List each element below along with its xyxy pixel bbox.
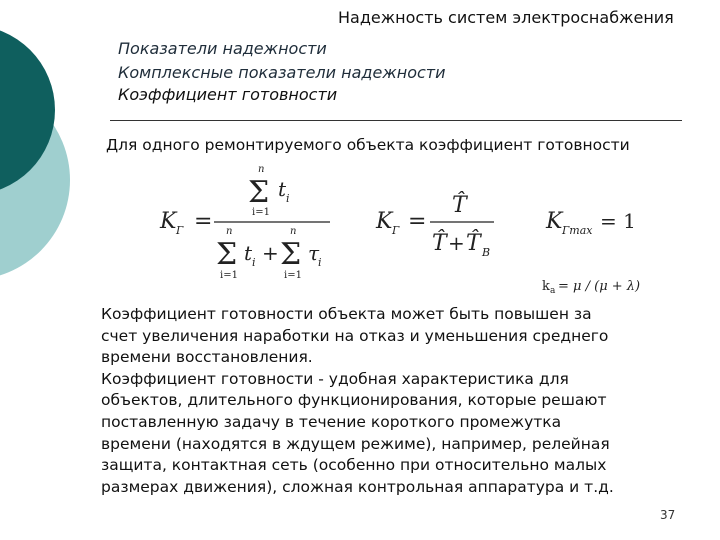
formula-availability-max [545, 209, 636, 237]
f2-den-b: B [482, 246, 491, 259]
decorative-circles [0, 0, 110, 300]
f2-lhs: K [376, 209, 393, 234]
f1-eq: = [194, 209, 213, 234]
f3-lhs-sub: Гmax [562, 224, 593, 237]
formulas [150, 162, 670, 302]
f2-den-t: T̂ [432, 231, 447, 256]
f1-lhs-sub: Г [176, 224, 184, 237]
f1-den-t-i: i [252, 256, 256, 269]
f1-den-t: t [244, 241, 253, 265]
subtitle-complex-indicators: Комплексные показатели надежности [118, 63, 446, 82]
f3-lhs: K [546, 209, 563, 234]
page-number: 37 [660, 508, 676, 522]
f1-den-tau: τ [308, 241, 320, 265]
paragraph-2-line-5: защита, контактная сеть (особенно при относительно малых [101, 456, 607, 475]
paragraph-2-line-2: объектов, длительного функционирования, которые решают [101, 391, 607, 410]
f1-den-tau-i: i [318, 256, 322, 269]
paragraph-2-line-4: времени (находятся в ждущем режиме), например, релейная [101, 434, 610, 453]
intro-text: Для одного ремонтируемого объекта коэффициент готовности [106, 136, 630, 154]
paragraph-2-line-3: поставленную задачу в течение короткого промежутка [101, 412, 562, 431]
paragraph-2-line-6: размерах движения), сложная контрольная аппаратура и т.д. [101, 477, 614, 496]
paragraph-1 [101, 304, 701, 369]
f1-den-plus: + [262, 241, 279, 265]
f2-den-plus: + [448, 231, 465, 255]
paragraph-1-line-2: счет увеличения наработки на отказ и уменьшения среднего [101, 326, 609, 345]
f4-k: k [542, 279, 550, 294]
f1-num-t: t [278, 177, 287, 201]
f1-num-sum-bottom: i=1 [252, 207, 270, 218]
subtitle-reliability-indicators: Показатели надежности [118, 39, 327, 58]
f4-rhs: = μ / (μ + λ) [558, 279, 641, 294]
f1-lhs: K [160, 209, 177, 234]
f1-den-sum1-top: n [226, 226, 233, 237]
paragraph-2-line-1: Коэффициент готовности - удобная характеристика для [101, 369, 569, 388]
f2-lhs-sub: Г [392, 224, 400, 237]
f1-num-i: i [286, 192, 290, 205]
f1-den-sum1: Σ [216, 237, 238, 272]
formula-availability-sum [159, 164, 330, 281]
subtitle-availability-coefficient: Коэффициент готовности [118, 85, 338, 104]
f1-num-sum: Σ [248, 175, 270, 210]
f2-den-tb: T̂ [466, 231, 481, 256]
f1-num-sum-top: n [258, 164, 265, 175]
f2-eq: = [408, 209, 427, 234]
f1-den-sum2-top: n [290, 226, 297, 237]
slide-header: Надежность систем электроснабжения [338, 8, 674, 27]
formula-availability-mean [375, 192, 494, 259]
f1-den-sum2-bottom: i=1 [284, 270, 302, 281]
f2-num: T̂ [452, 193, 467, 218]
formula-ka [542, 279, 640, 296]
paragraph-1-line-3: времени восстановления. [101, 348, 313, 367]
paragraph-1-line-1: Коэффициент готовности объекта может быть повышен за [101, 305, 592, 323]
f3-rhs: = 1 [600, 209, 636, 233]
divider-line [110, 120, 682, 121]
f4-sub: a [550, 286, 556, 296]
body-text [101, 304, 701, 498]
f1-den-sum2: Σ [280, 237, 302, 272]
paragraph-2 [101, 369, 701, 499]
f1-den-sum1-bottom: i=1 [220, 270, 238, 281]
